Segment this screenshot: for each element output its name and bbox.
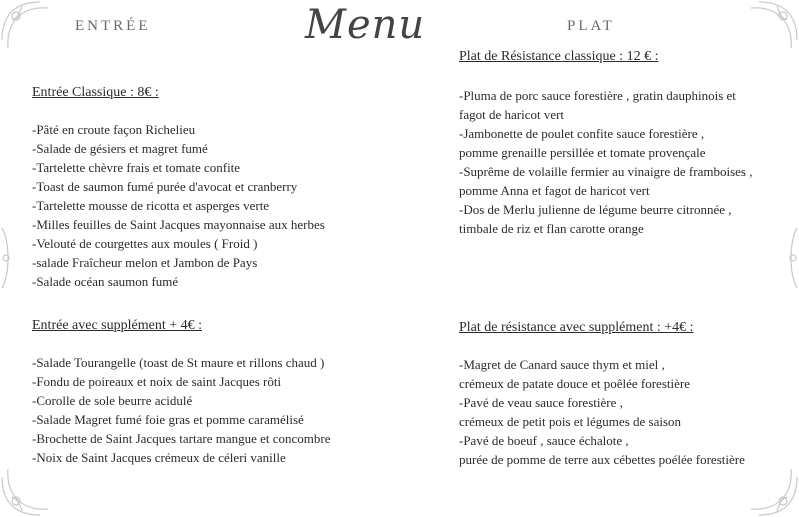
- list-item: [459, 200, 752, 238]
- list-item: -Tartelette mousse de ricotta et asperges verte: [32, 198, 270, 213]
- list-item: [459, 162, 752, 200]
- dish-line: timbale de riz et flan carotte orange: [459, 221, 644, 236]
- dish-list: [459, 355, 745, 469]
- list-item: -Corolle de sole beurre acidulé: [32, 393, 193, 408]
- bottom-right-flourish-ornament: [739, 457, 799, 517]
- list-item: [459, 431, 745, 469]
- entree-classique-section: [32, 83, 325, 291]
- dish-list: [32, 120, 325, 291]
- dish-line: crémeux de petit pois et légumes de saison: [459, 414, 682, 429]
- list-item: -Pâté en croute façon Richelieu: [32, 122, 196, 137]
- list-item: -Fondu de poireaux et noix de saint Jacques rôti: [32, 374, 282, 389]
- plat-heading: PLAT: [567, 18, 615, 34]
- list-item: [459, 86, 752, 124]
- dish-line: -Pluma de porc sauce forestière , gratin dauphinois et: [459, 88, 736, 103]
- section-title: Plat de Résistance classique : 12 € :: [459, 49, 659, 64]
- dish-line: -Pavé de veau sauce forestière ,: [459, 395, 623, 410]
- dish-list: [459, 86, 752, 238]
- list-item: -Salade Tourangelle (toast de St maure et rillons chaud ): [32, 355, 325, 370]
- dish-line: crémeux de patate douce et poêlée forestière: [459, 376, 690, 391]
- list-item: -Brochette de Saint Jacques tartare mangue et concombre: [32, 431, 331, 446]
- dish-list: [32, 353, 331, 467]
- section-title: Entrée Classique : 8€ :: [32, 85, 159, 100]
- dish-line: pomme grenaille persillée et tomate provençale: [459, 145, 706, 160]
- list-item: -Velouté de courgettes aux moules ( Froid ): [32, 236, 258, 251]
- dish-line: fagot de haricot vert: [459, 107, 565, 122]
- plat-classique-section: [459, 47, 752, 238]
- dish-line: -Dos de Merlu julienne de légume beurre citronnée ,: [459, 202, 732, 217]
- list-item: [459, 393, 745, 431]
- right-side-flourish-ornament: [787, 228, 799, 288]
- list-item: -Noix de Saint Jacques crémeux de céleri vanille: [32, 450, 286, 465]
- list-item: -Milles feuilles de Saint Jacques mayonnaise aux herbes: [32, 217, 325, 232]
- entree-heading: ENTRÉE: [75, 18, 151, 34]
- list-item: -Salade de gésiers et magret fumé: [32, 141, 208, 156]
- left-side-flourish-ornament: [0, 228, 12, 288]
- dish-line: purée de pomme de terre aux cébettes poélée forestière: [459, 452, 745, 467]
- list-item: -salade Fraîcheur melon et Jambon de Pays: [32, 255, 258, 270]
- list-item: -Tartelette chèvre frais et tomate confite: [32, 160, 241, 175]
- dish-line: -Pavé de boeuf , sauce échalote ,: [459, 433, 629, 448]
- list-item: -Salade Magret fumé foie gras et pomme caramélisé: [32, 412, 304, 427]
- section-title: Plat de résistance avec supplément : +4€ :: [459, 320, 694, 335]
- entree-supplement-section: [32, 316, 331, 467]
- dish-line: -Jambonette de poulet confite sauce forestière ,: [459, 126, 705, 141]
- dish-line: pomme Anna et fagot de haricot vert: [459, 183, 650, 198]
- list-item: [459, 124, 752, 162]
- list-item: [459, 355, 745, 393]
- list-item: -Salade océan saumon fumé: [32, 274, 179, 289]
- section-title: Entrée avec supplément + 4€ :: [32, 318, 203, 333]
- menu-title: Menu: [305, 2, 426, 48]
- dish-line: -Magret de Canard sauce thym et miel ,: [459, 357, 665, 372]
- top-left-flourish-ornament: [0, 0, 60, 60]
- plat-supplement-section: [459, 318, 745, 469]
- list-item: -Toast de saumon fumé purée d'avocat et cranberry: [32, 179, 298, 194]
- dish-line: -Suprême de volaille fermier au vinaigre de framboises ,: [459, 164, 753, 179]
